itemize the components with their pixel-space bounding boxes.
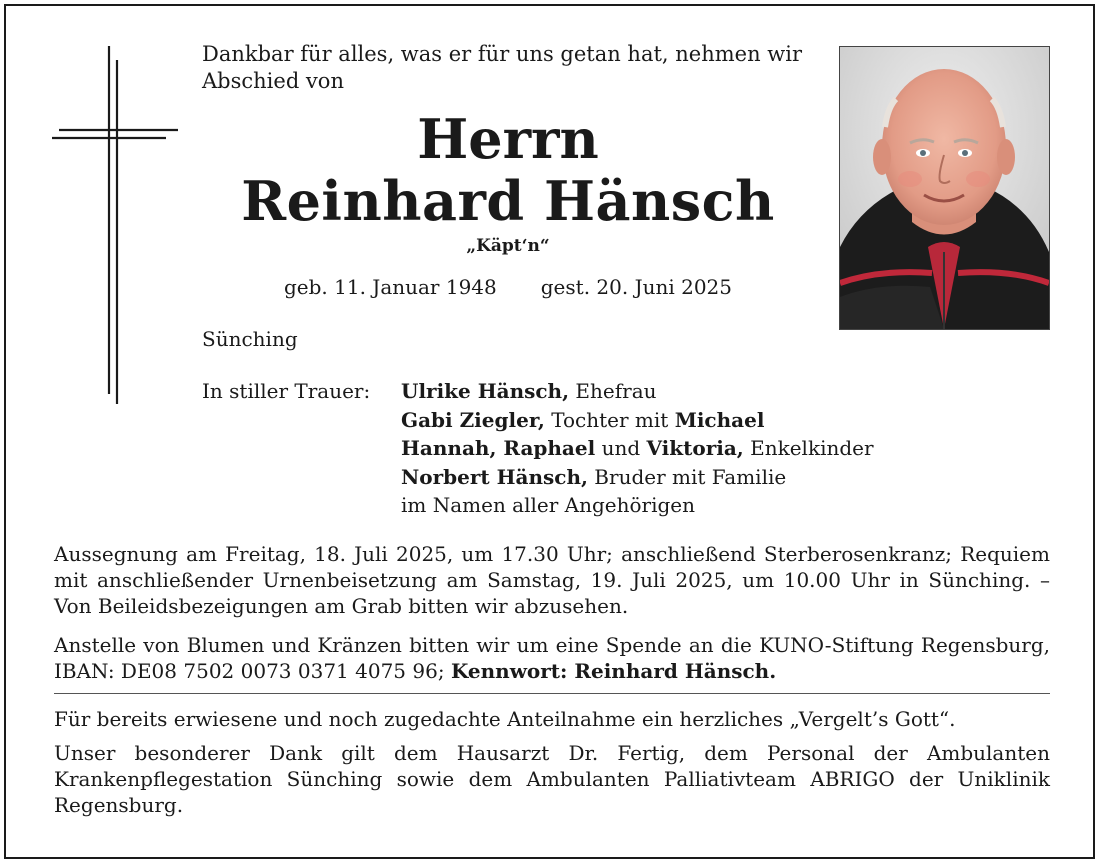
donation-keyword: Kennwort: Reinhard Hänsch. bbox=[450, 659, 777, 683]
place: Sünching bbox=[202, 327, 298, 351]
thanks-text: Unser besonderer Dank gilt dem Hausarzt Dr. Fertig, dem Personal der Ambulanten Krankenpflegestation Sünching sowie dem Ambulanten Palliativteam ABRIGO der Uniklinik Regensburg. bbox=[54, 741, 1050, 817]
salutation: Herrn bbox=[417, 107, 599, 171]
mourners-list bbox=[401, 377, 961, 520]
cross-icon bbox=[52, 46, 182, 406]
mourners-label: In stiller Trauer: bbox=[202, 379, 371, 403]
deceased-name: Reinhard Hänsch bbox=[241, 169, 775, 233]
nickname: „Käpt‘n“ bbox=[466, 236, 550, 256]
thanks-line: Für bereits erwiesene und noch zugedachte Anteilnahme ein herzliches „Vergelt’s Gott“. bbox=[54, 707, 956, 731]
life-dates bbox=[202, 274, 814, 300]
death-date: gest. 20. Juni 2025 bbox=[540, 275, 732, 299]
donation-info: Anstelle von Blumen und Kränzen bitten wir um eine Spende an die KUNO-Stiftung Regensburg, IBAN: DE08 7502 0073 0371 4075 96; Kennwort: Reinhard Hänsch. bbox=[54, 633, 1050, 683]
mourner-line: Gabi Ziegler, Tochter mit Michael bbox=[401, 407, 765, 432]
divider bbox=[54, 693, 1050, 694]
mourner-line: im Namen aller Angehörigen bbox=[401, 493, 696, 517]
mourner-line: Ulrike Hänsch, Ehefrau bbox=[401, 379, 657, 403]
mourner-line: Hannah, Raphael und Viktoria, Enkelkinder bbox=[401, 436, 874, 460]
portrait-photo bbox=[839, 46, 1050, 330]
intro-text: Dankbar für alles, was er für uns getan hat, nehmen wir Abschied von bbox=[202, 42, 803, 93]
birth-date: geb. 11. Januar 1948 bbox=[283, 275, 497, 299]
portrait-illustration bbox=[840, 47, 1049, 329]
service-info: Aussegnung am Freitag, 18. Juli 2025, um 17.30 Uhr; anschließend Sterberosenkranz; Requiem mit anschließender Urnenbeisetzung am Samstag, 19. Juli 2025, um 10.00 Uhr in Sünching. – Von Beileidsbezeigungen am Grab bitten wir abzusehen. bbox=[54, 542, 1050, 618]
mourner-line: Norbert Hänsch, Bruder mit Familie bbox=[401, 464, 787, 489]
title-block bbox=[202, 108, 814, 258]
